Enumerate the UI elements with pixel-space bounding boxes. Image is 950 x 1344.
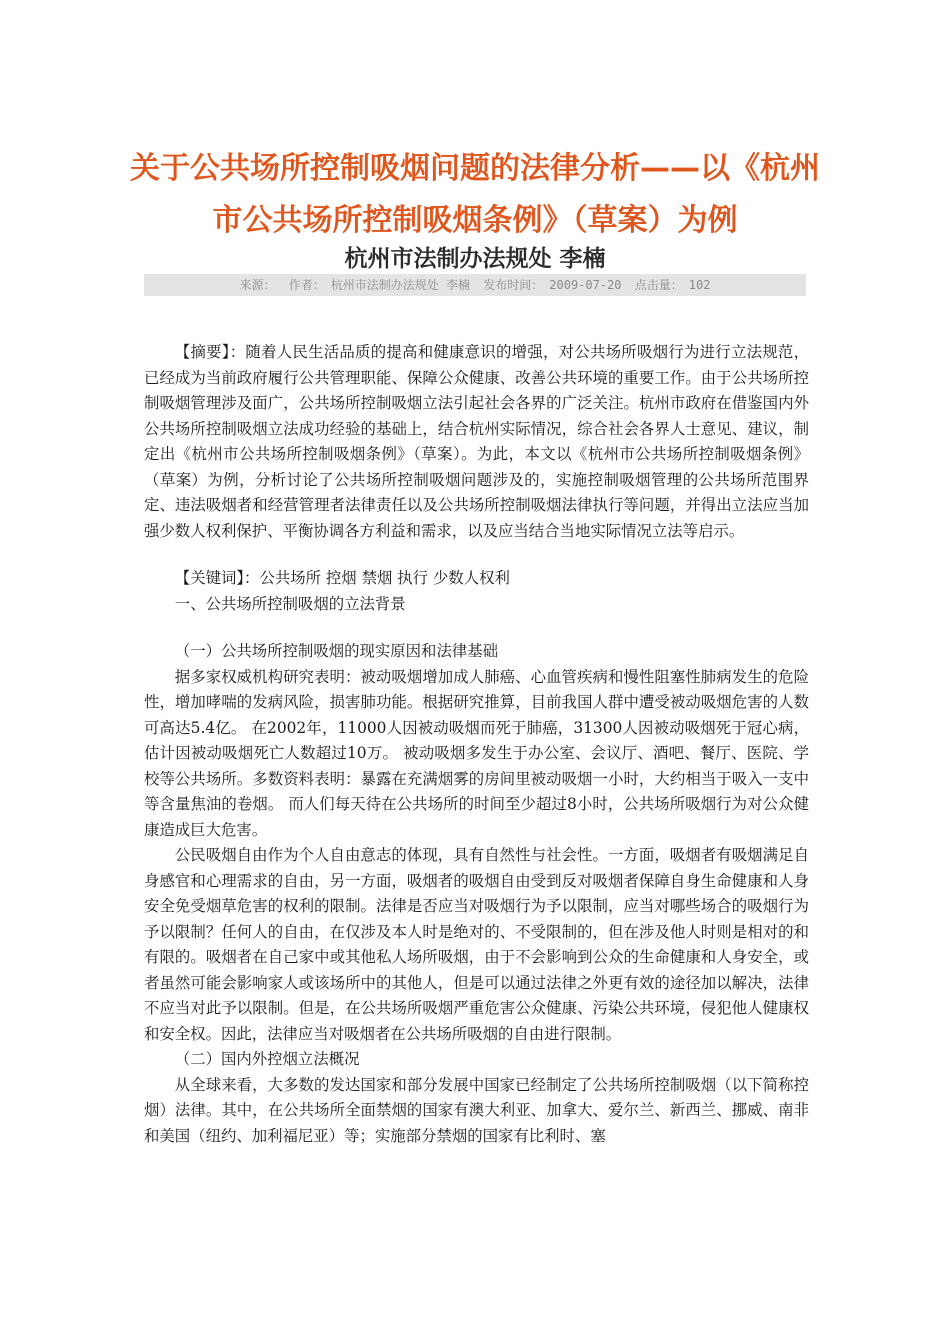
author-value: 杭州市法制办法规处 李楠 [330, 278, 471, 292]
article-subtitle: 杭州市法制办法规处 李楠 [344, 246, 606, 272]
clicks-value: 102 [688, 278, 711, 292]
body-paragraph: 从全球来看，大多数的发达国家和部分发展中国家已经制定了公共场所控制吸烟（以下简称控烟）法律。其中，在公共场所全面禁烟的国家有澳大利亚、加拿大、爱尔兰、新西兰、挪威、南非和美国（纽约、加利福尼亚）等；实施部分禁烟的国家有比利时、塞 [144, 1075, 809, 1145]
article-meta-bar [144, 274, 806, 296]
body-paragraph: 据多家权威机构研究表明：被动吸烟增加成人肺癌、心血管疾病和慢性阻塞性肺病发生的危险性，增加哮喘的发病风险，损害肺功能。根据研究推算，目前我国人群中遭受被动吸烟危害的人数可高达5.4亿。 在2002年，11000人因被动吸烟而死于肺癌，31300人因被动吸烟死于冠心病，估计因被动吸烟死亡人数超过10万。 被动吸烟多发生于办公室、会议厅、酒吧、餐厅、医院、学校等公共场所。多数资料表明：暴露在充满烟雾的房间里被动吸烟一小时，大约相当于吸入一支中等含量焦油的卷烟。 而人们每天待在公共场所的时间至少超过8小时，公共场所吸烟行为对公众健康造成巨大危害。 [144, 667, 809, 839]
source-label: 来源： [239, 278, 276, 292]
date-label: 发布时间： [483, 278, 544, 292]
keywords-line: 【关键词】：公共场所 控烟 禁烟 执行 少数人权利 [174, 569, 510, 587]
author-label: 作者： [288, 278, 325, 292]
date-value: 2009-07-20 [549, 278, 622, 292]
body-paragraph: 公民吸烟自由作为个人自由意志的体现，具有自然性与社会性。一方面，吸烟者有吸烟满足自身感官和心理需求的自由，另一方面，吸烟者的吸烟自由受到反对吸烟者保障自身生命健康和人身安全免受烟草危害的权利的限制。法律是否应当对吸烟行为予以限制，应当对哪些场合的吸烟行为予以限制？任何人的自由，在仅涉及本人时是绝对的、不受限制的，但在涉及他人时则是相对的和有限的。吸烟者在自己家中或其他私人场所吸烟，由于不会影响到公众的生命健康和人身安全，或者虽然可能会影响家人或该场所中的其他人，但是可以通过法律之外更有效的途径加以解决，法律不应当对此予以限制。但是，在公共场所吸烟严重危害公众健康、污染公共环境，侵犯他人健康权和安全权。因此，法律应当对吸烟者在公共场所吸烟的自由进行限制。 [144, 846, 809, 1043]
article-body [144, 340, 809, 1149]
section-heading: 一、公共场所控制吸烟的立法背景 [174, 594, 406, 613]
subsection-heading: （二）国内外控烟立法概况 [174, 1050, 360, 1068]
article-title: 关于公共场所控制吸烟问题的法律分析——以《杭州市公共场所控制吸烟条例》（草案）为例 [130, 151, 820, 238]
subsection-heading: （一）公共场所控制吸烟的现实原因和法律基础 [174, 642, 499, 660]
abstract-paragraph: 【摘要】：随着人民生活品质的提高和健康意识的增强，对公共场所吸烟行为进行立法规范，已经成为当前政府履行公共管理职能、保障公众健康、改善公共环境的重要工作。由于公共场所控制吸烟管理涉及面广，公共场所控制吸烟立法引起社会各界的广泛关注。杭州市政府在借鉴国内外公共场所控制吸烟立法成功经验的基础上，结合杭州实际情况，综合社会各界人士意见、建议，制定出《杭州市公共场所控制吸烟条例》（草案）。为此，本文以《杭州市公共场所控制吸烟条例》（草案）为例，分析讨论了公共场所控制吸烟问题涉及的，实施控制吸烟管理的公共场所范围界定、违法吸烟者和经营管理者法律责任以及公共场所控制吸烟法律执行等问题，并得出立法应当加强少数人权利保护、平衡协调各方利益和需求，以及应当结合当地实际情况立法等启示。 [144, 343, 809, 540]
clicks-label: 点击量： [634, 278, 683, 292]
